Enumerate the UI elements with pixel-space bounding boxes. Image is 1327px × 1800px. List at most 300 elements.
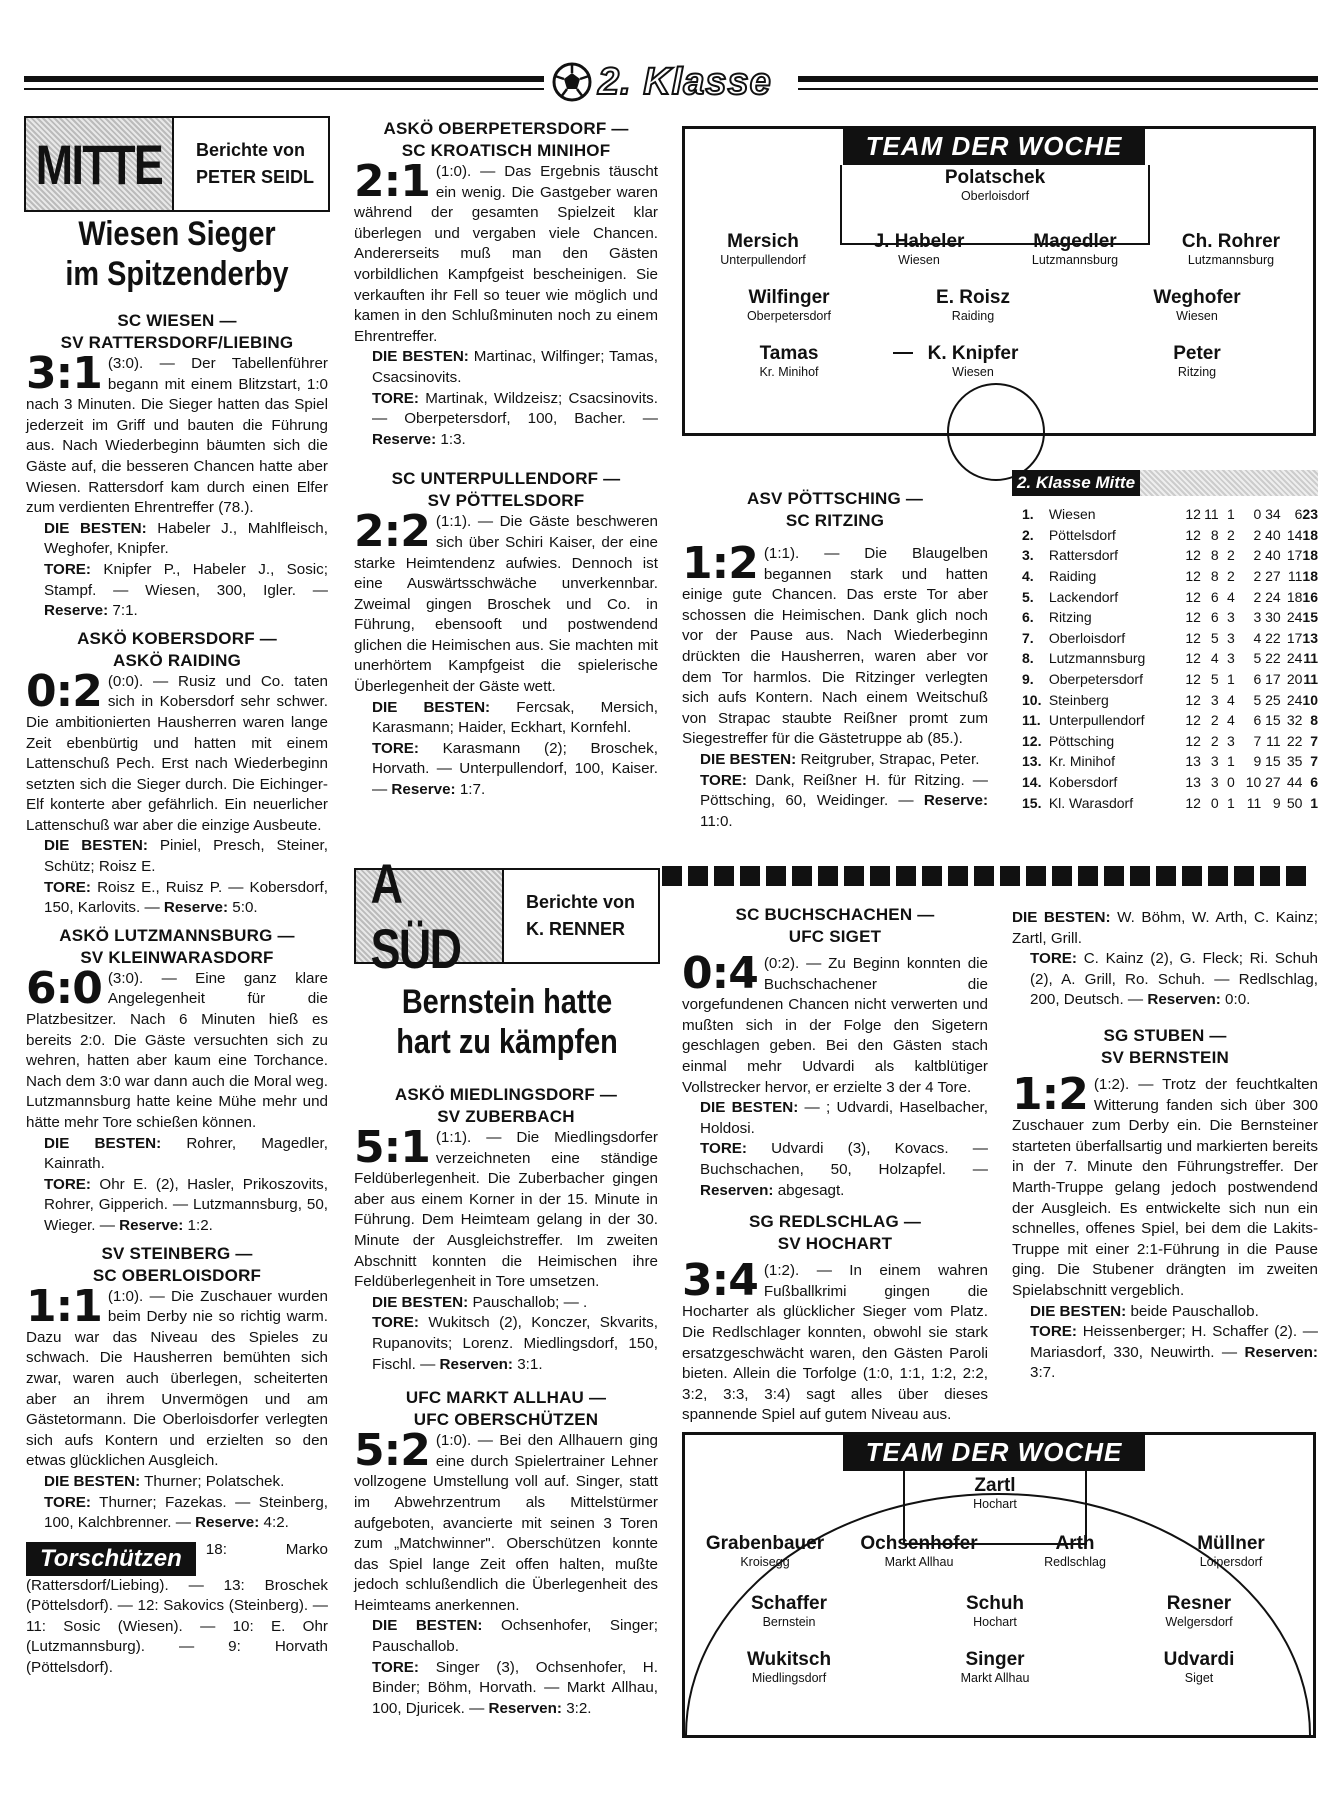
goals-text: Singer (3), Ochsenhofer, H. Binder; Böhm, Horvath. — Markt Allhau, 100, Djuricek. —	[372, 1658, 658, 1717]
team-of-week-sued	[682, 1432, 1316, 1738]
table-cell: 12	[1185, 691, 1201, 708]
table-cell: 4	[1227, 712, 1235, 729]
table-cell: 7	[1310, 732, 1318, 749]
match-report	[354, 1084, 658, 1375]
table-cell: 11	[1204, 506, 1219, 523]
match-score: 1:2	[1012, 1068, 1088, 1120]
divider-square	[662, 866, 682, 886]
divider-square	[1000, 866, 1020, 886]
table-cell: 6	[1210, 609, 1219, 626]
table-cell: 0	[1253, 506, 1262, 523]
divider-square	[1260, 866, 1280, 886]
goals-text: Wukitsch (2), Konczer, Skvarits, Rupanovits; Lorenz. Miedlingsdorf, 150, Fischl. —	[372, 1314, 658, 1373]
team-name-cell: Wiesen	[1048, 506, 1096, 523]
table-cell: 22	[1286, 732, 1303, 749]
match-score: 1:2	[682, 538, 758, 589]
table-cell: 16	[1302, 588, 1318, 605]
table-cell: 1	[1227, 671, 1235, 688]
table-cell: 7	[1253, 732, 1262, 749]
reserve-label: Reserve:	[163, 899, 229, 917]
table-cell: 35	[1286, 753, 1303, 770]
match-away: SC RITZING	[785, 511, 885, 530]
table-cell: 3	[1253, 609, 1262, 626]
match-away: ASKÖ RAIDING	[112, 650, 242, 670]
best-label: DIE BESTEN:	[700, 750, 797, 768]
table-row	[1022, 545, 1318, 566]
table-cell: 4.	[1022, 568, 1034, 585]
best-label: DIE BESTEN:	[44, 1134, 162, 1152]
table-cell: 8	[1210, 547, 1219, 564]
section-divider	[662, 866, 1318, 886]
reserve-score: 5:0.	[232, 899, 258, 917]
reserve-label: Reserven:	[439, 1355, 513, 1373]
table-row	[1022, 792, 1318, 813]
reserve-score: 7:1.	[112, 602, 138, 620]
goals-label: TORE:	[372, 1314, 419, 1332]
match-home: ASKÖ LUTZMANNSBURG —	[59, 925, 295, 945]
match-home: ASKÖ MIEDLINGSDORF —	[394, 1085, 618, 1104]
table-cell: 8	[1310, 712, 1318, 729]
team-name-cell: Lutzmannsburg	[1048, 650, 1146, 667]
table-cell: 18	[1302, 568, 1318, 585]
table-row	[1022, 586, 1318, 607]
table-cell: 13	[1302, 629, 1318, 646]
team-name-cell: Kobersdorf	[1048, 774, 1118, 791]
divider-square	[896, 866, 916, 886]
table-cell: 0	[1210, 794, 1219, 811]
table-cell: 50	[1286, 794, 1303, 811]
table-cell: 6	[1253, 671, 1262, 688]
match-report	[26, 310, 328, 622]
table-cell: 1	[1227, 753, 1235, 770]
goals-text: C. Kainz (2), G. Fleck; Ri. Schuh (2), A. Grill, Ro. Schuh. — Redlschlag, 200, Deutsch. —	[1030, 950, 1318, 1009]
table-cell: 24	[1265, 588, 1281, 605]
table-cell: 9	[1272, 794, 1281, 811]
goals-text: Thurner; Fazekas. — Steinberg, 100, Kalchbrenner. —	[44, 1493, 328, 1532]
table-cell: 10	[1302, 691, 1318, 708]
divider-square	[1208, 866, 1228, 886]
sued-tag: A SÜD	[370, 852, 461, 980]
divider-square	[1104, 866, 1124, 886]
masthead-rule-left	[24, 76, 544, 82]
reserve-score: 0:0.	[1225, 991, 1251, 1009]
sued-byline-author: K. RENNER	[526, 919, 626, 939]
match-report	[26, 1243, 328, 1534]
reserve-score: 3:2.	[566, 1699, 592, 1717]
team-name-cell: Unterpullendorf	[1048, 712, 1145, 729]
match-away: SV BERNSTEIN	[1100, 1047, 1230, 1067]
divider-square	[714, 866, 734, 886]
table-cell: 12	[1185, 712, 1201, 729]
match-text: (1:2). — Trotz der feuchtkalten Witterung fanden sich über 300 Zuschauer zum Derby ein. Die Bernsteiner starteten überfallsartig und markierten bereits in der 7. Minute den Führungstreffer. Der Marth-Truppe gelang jedoch postwendend der Ausgleich. Es entwickelte sich nun ein schnelles, offenes Spiel, bei dem die Lakits-Truppe mit einer 2:1-Führung in die Pause ging. Die Stubener drängten im zweiten Spielabschnitt vergeblich.	[1012, 1075, 1318, 1299]
sued-section-header	[354, 852, 660, 980]
mitte-headline-line2: im Spitzenderby	[65, 255, 289, 293]
team-name-cell: Lackendorf	[1048, 588, 1119, 605]
divider-square	[1182, 866, 1202, 886]
table-cell: 12	[1185, 588, 1201, 605]
league-table	[1022, 504, 1318, 813]
goals-label: TORE:	[372, 739, 419, 757]
goals-label: TORE:	[44, 878, 91, 896]
divider-square	[1286, 866, 1306, 886]
top-scorers-title: Torschützen	[26, 1542, 196, 1576]
table-cell: 2.	[1022, 526, 1034, 543]
player: Arth Redlschlag	[1044, 1533, 1106, 1569]
table-cell: 30	[1265, 609, 1281, 626]
best-players: Martinac, Wilfinger; Tamas, Csacsinovits.	[372, 348, 658, 386]
table-cell: 17	[1286, 629, 1303, 646]
table-cell: 15	[1302, 609, 1318, 626]
penalty-arc	[947, 383, 1045, 481]
sued-headline	[358, 982, 656, 1062]
match-text: (1:0). — Bei den Allhauern ging eine durch Spielertrainer Lehner vollzogene Umstellung voll auf. Singer, statt im Abwehrzentrum als Mittelstürmer aufgeboten, avancierte mit seinen 3 Toren zum „Matchwinner". Oberschützen konnte das Spiel lange Zeit offen halten, mußte jedoch schlußendlich die Überlegenheit des Heimteams anerkennen.	[354, 1432, 658, 1614]
table-cell: 0	[1227, 774, 1235, 791]
player: Magedler Lutzmannsburg	[1031, 231, 1119, 267]
match-home: UFC MARKT ALLHAU —	[405, 1388, 607, 1408]
team-of-week-title: TEAM DER WOCHE	[843, 1433, 1145, 1471]
table-cell: 13.	[1022, 753, 1042, 770]
table-cell: 2	[1253, 568, 1262, 585]
table-row	[1022, 751, 1318, 772]
match-away: UFC OBERSCHÜTZEN	[413, 1410, 599, 1430]
divider-square	[1234, 866, 1254, 886]
team-name-cell: Rattersdorf	[1048, 547, 1119, 564]
match-away: SC KROATISCH MINIHOF	[401, 141, 611, 160]
player: Weghofer Wiesen	[1153, 287, 1241, 323]
match-away: SV PÖTTELSDORF	[427, 491, 585, 511]
match-report	[1012, 1025, 1318, 1384]
match-home: ASKÖ KOBERSDORF —	[77, 628, 277, 648]
goals-label: TORE:	[372, 389, 419, 407]
table-cell: 34	[1265, 506, 1281, 523]
mitte-headline-line1: Wiesen Sieger	[78, 215, 276, 253]
table-cell: 11	[1303, 650, 1318, 667]
table-cell: 11	[1303, 671, 1318, 688]
table-cell: 40	[1265, 526, 1281, 543]
masthead-rule-right-thin	[798, 88, 1318, 90]
football-icon	[552, 62, 592, 102]
table-cell: 3	[1210, 774, 1219, 791]
table-cell: 11	[1266, 732, 1281, 749]
match-home: SG STUBEN —	[1103, 1025, 1227, 1045]
sued-headline-line1: Bernstein hatte	[401, 983, 613, 1021]
table-cell: 6	[1310, 774, 1318, 791]
table-cell: 40	[1265, 547, 1281, 564]
table-cell: 2	[1227, 568, 1235, 585]
table-cell: 2	[1210, 732, 1219, 749]
player: Wilfinger Oberpetersdorf	[746, 287, 832, 323]
table-cell: 7	[1310, 753, 1318, 770]
team-name-cell: Kl. Warasdorf	[1048, 794, 1134, 811]
table-cell: 1	[1227, 794, 1235, 811]
match-text: (1:1). — Die Miedlingsdorfer verzeichneten eine ständige Feldüberlegenheit. Die Zuberbacher gingen aber aus einem Korner in der 15. Minute in Führung. Dem Heimteam gelang in der 30. Minute der Ausgleichstreffer. Im zweiten Abschnitt konnten die Heimischen ihre Feldüberlegenheit in Tore umsetzen.	[354, 1129, 658, 1291]
table-cell: 14	[1286, 526, 1303, 543]
team-of-week-title: TEAM DER WOCHE	[843, 127, 1145, 165]
reserve-score: 1:3.	[440, 430, 466, 448]
best-label: DIE BESTEN:	[700, 1099, 799, 1117]
goals-text: Udvardi (3), Kovacs. — Buchschachen, 50, Holzapfel. —	[700, 1140, 988, 1178]
table-cell: 12	[1185, 629, 1201, 646]
best-label: DIE BESTEN:	[372, 1293, 469, 1311]
best-label: DIE BESTEN:	[372, 1617, 483, 1635]
best-label: DIE BESTEN:	[1012, 909, 1111, 926]
divider-square	[948, 866, 968, 886]
table-cell: 24	[1286, 650, 1303, 667]
divider-square	[740, 866, 760, 886]
player: Müllner Loipersdorf	[1197, 1533, 1265, 1569]
team-name-cell: Ritzing	[1048, 609, 1092, 626]
best-label: DIE BESTEN:	[372, 698, 491, 716]
best-players: Reitgruber, Strapac, Peter.	[800, 750, 980, 768]
reserve-label: Reserve:	[119, 1216, 184, 1234]
table-row	[1022, 607, 1318, 628]
table-cell: 11	[1287, 568, 1303, 585]
table-cell: 4	[1210, 650, 1219, 667]
mitte-byline-label: Berichte von	[196, 140, 306, 160]
match-away: SV HOCHART	[777, 1234, 893, 1254]
player: Mersich Unterpullendorf	[720, 231, 806, 267]
table-cell: 12	[1185, 609, 1201, 626]
divider-square	[974, 866, 994, 886]
table-cell: 3	[1210, 691, 1219, 708]
match-score: 0:4	[682, 948, 758, 999]
table-cell: 12	[1185, 650, 1201, 667]
best-label: DIE BESTEN:	[44, 1472, 141, 1490]
match-report	[682, 1211, 988, 1426]
table-cell: 8	[1210, 568, 1219, 585]
best-label: DIE BESTEN:	[44, 837, 148, 855]
best-label: DIE BESTEN:	[44, 519, 147, 537]
match-away: SV RATTERSDORF/LIEBING	[60, 333, 294, 352]
player: Schaffer Bernstein	[750, 1593, 828, 1629]
reserve-label: Reserve:	[391, 781, 456, 799]
sued-byline-label: Berichte von	[526, 892, 636, 912]
divider-square	[870, 866, 890, 886]
reserve-score: abgesagt.	[777, 1181, 845, 1199]
table-cell: 12	[1185, 794, 1201, 811]
divider-square	[844, 866, 864, 886]
table-cell: 3	[1227, 609, 1235, 626]
column-2	[354, 118, 658, 807]
match-away: SV ZUBERBACH	[437, 1107, 575, 1126]
team-name-cell: Pöttelsdorf	[1048, 526, 1116, 543]
goals-label: TORE:	[44, 1493, 91, 1511]
match-away: SV KLEINWARASDORF	[80, 947, 274, 967]
match-score: 1:1	[26, 1280, 102, 1332]
team-name-cell: Oberpetersdorf	[1048, 671, 1143, 688]
match-text: (1:1). — Die Gäste beschweren sich über Schiri Kaiser, der eine starke Heimtendenz aufwies. Dennoch ist eine Auswärtsschwäche unverkennbar. Zweimal gingen Broschek und Co. in Führung, ebensooft und postwendend glichen die Heimischen aus. Sie machten mit unerhörtem Kampfgeist die spielerische Überlegenheit der Gäste wett.	[354, 513, 658, 696]
column-4-lower	[1012, 908, 1318, 1390]
table-cell: 4	[1253, 629, 1262, 646]
column-1	[26, 310, 328, 1679]
match-report	[354, 118, 658, 450]
reserve-score: 1:7.	[459, 781, 486, 799]
best-players: — ; Udvardi, Haselbacher, Holdosi.	[700, 1099, 988, 1137]
table-cell: 8	[1210, 526, 1219, 543]
column-2-lower	[354, 1084, 658, 1725]
divider-square	[688, 866, 708, 886]
sued-headline-line2: hart zu kämpfen	[396, 1023, 618, 1061]
divider-square	[766, 866, 786, 886]
goals-label: TORE:	[700, 771, 747, 789]
mitte-byline-author: PETER SEIDL	[196, 167, 315, 187]
reserve-label: Reserve:	[372, 430, 437, 448]
table-cell: 3.	[1022, 547, 1034, 564]
top-scorers	[26, 1540, 328, 1679]
table-cell: 17	[1286, 547, 1303, 564]
match-score: 0:2	[26, 665, 102, 717]
match-away: UFC SIGET	[788, 927, 882, 946]
table-cell: 27	[1265, 568, 1281, 585]
reserve-score: 1:2.	[187, 1216, 213, 1234]
match-score: 5:1	[354, 1122, 430, 1173]
table-cell: 44	[1286, 774, 1303, 791]
goals-text: Knipfer P., Habeler J., Sosic; Stampf. — Wiesen, 300, Igler. —	[44, 560, 328, 599]
table-cell: 3	[1227, 650, 1235, 667]
table-cell: 15	[1265, 712, 1281, 729]
table-cell: 12	[1185, 732, 1201, 749]
table-cell: 5	[1210, 629, 1219, 646]
reserve-score: 3:1.	[517, 1355, 543, 1373]
reserve-label: Reserven:	[1147, 991, 1221, 1009]
best-players: Pauschallob; — .	[472, 1293, 588, 1311]
match-text: (1:0). — Die Zuschauer wurden beim Derby nie so richtig warm. Dazu war das Niveau des Spieles zu schwach. Die Hausherren bemühten sich zwar, waren auch überlegen, scheiterten aber an ihrem Unvermögen und am Gästetormann. Die Oberloisdorfer verlegten sich aufs Kontern und erzielten so den etwas glücklichen Ausgleich.	[26, 1287, 328, 1470]
goals-label: TORE:	[44, 560, 91, 578]
table-cell: 1.	[1022, 506, 1034, 523]
match-report	[354, 1387, 658, 1719]
masthead-rule-right	[798, 76, 1318, 82]
table-row	[1022, 710, 1318, 731]
table-cell: 15.	[1022, 794, 1042, 811]
table-cell: 15	[1265, 753, 1281, 770]
table-cell: 6.	[1022, 609, 1034, 626]
match-text: (0:2). — Zu Beginn konnten die Buchschachener die vorgefundenen Chancen nicht verwerten und mußten sich in der Folge den Sigetern geschlagen geben. Bei den Gästen stach einmal mehr Udvardi als kaltblütiger Vollstrecker hervor, er erzielte 3 der 4 Tore.	[682, 955, 988, 1096]
column-3-lower	[682, 904, 988, 1432]
match-text: (3:0). — Eine ganz klare Angelegenheit für die Platzbesitzer. Nach 6 Minuten hieß es bereits 2:0. Die Gäste versuchten sich zu wehren, hatten aber kaum eine Torchance. Nach dem 3:0 war dann auch die Moral weg. Lutzmannsburg hatte keine Mühe mehr und hätte mehr Tore schießen können.	[26, 969, 328, 1131]
divider-square	[1052, 866, 1072, 886]
table-row	[1022, 772, 1318, 793]
reserve-label: Reserven:	[1244, 1343, 1318, 1361]
table-cell: 20	[1286, 671, 1303, 688]
match-text: (0:0). — Rusiz und Co. taten sich in Kobersdorf sehr schwer. Die ambitionierten Hausherren waren lange Zeit ebenbürtig und hatten mit einem Lattenschuß Pech. Erst nach Wiederbeginn setzten sich die Sieger durch. Die Eichinger-Elf konterte aber gefährlich. Ein neuerlicher Lattenschuß war aber die einzige Ausbeute.	[26, 672, 328, 834]
table-cell: 12	[1185, 671, 1201, 688]
best-players: Piniel, Presch, Steiner, Schütz; Roisz E.	[44, 837, 328, 876]
league-table-band	[1140, 470, 1318, 496]
player: Zartl Hochart	[973, 1475, 1017, 1511]
match-text: (1:2). — In einem wahren Fußballkrimi gingen die Hocharter als glücklicher Sieger vom Platz. Die Redlschlager konnten, obwohl sie stark ersatzgeschwächt waren, den Gästen Paroli bieten. Allein die Torfolge (1:0, 1:1, 1:2, 2:2, 3:2, 3:3, 3:4) sagt alles über dieses spannende Spiel auf gutem Niveau aus.	[682, 1262, 988, 1424]
player: Ochsenhofer Markt Allhau	[860, 1533, 978, 1569]
divider-square	[1156, 866, 1176, 886]
table-row	[1022, 628, 1318, 649]
mitte-tag: MITTE	[35, 132, 163, 196]
table-cell: 14.	[1022, 774, 1042, 791]
reserve-label: Reserven:	[488, 1699, 562, 1717]
goals-text: Dank, Reißner H. für Ritzing. — Pöttsching, 60, Weidinger. —	[700, 771, 988, 810]
table-cell: 10	[1245, 774, 1262, 791]
goals-label: TORE:	[1030, 1323, 1077, 1341]
table-cell: 2	[1227, 526, 1235, 543]
table-cell: 12.	[1022, 732, 1042, 749]
goals-label: TORE:	[1030, 950, 1077, 968]
best-players: Habeler J., Mahlfleisch, Weghofer, Knipfer.	[44, 519, 328, 558]
table-cell: 9.	[1022, 671, 1034, 688]
table-cell: 2	[1253, 547, 1262, 564]
best-players: W. Böhm, W. Arth, C. Kainz; Zartl, Grill.	[1012, 909, 1318, 947]
team-name-cell: Steinberg	[1048, 691, 1109, 708]
table-cell: 7.	[1022, 629, 1034, 646]
table-cell: 18	[1302, 526, 1318, 543]
team-name-cell: Pöttsching	[1048, 732, 1115, 749]
column-3	[682, 488, 988, 838]
table-cell: 18	[1302, 547, 1318, 564]
masthead-rule-left-thin	[24, 88, 544, 90]
match-report	[682, 904, 988, 1201]
goals-label: TORE:	[372, 1658, 419, 1676]
best-players: Fercsak, Mersich, Karasmann; Haider, Eckhart, Kornfehl.	[372, 698, 658, 737]
divider-square	[1130, 866, 1150, 886]
match-away: SC OBERLOISDORF	[92, 1265, 262, 1285]
match-score: 6:0	[26, 962, 102, 1014]
player: Udvardi Siget	[1163, 1649, 1235, 1685]
table-cell: 2	[1253, 526, 1262, 543]
reserve-label: Reserve:	[923, 792, 988, 810]
table-cell: 1	[1310, 794, 1318, 811]
reserve-label: Reserven:	[700, 1181, 774, 1199]
table-row	[1022, 648, 1318, 669]
reserve-label: Reserve:	[195, 1514, 260, 1532]
table-cell: 24	[1286, 609, 1303, 626]
table-cell: 12	[1185, 547, 1201, 564]
table-cell: 5	[1253, 691, 1262, 708]
match-report	[682, 488, 988, 832]
best-label: DIE BESTEN:	[1030, 1302, 1127, 1320]
table-cell: 6	[1253, 712, 1262, 729]
player: Tamas Kr. Minihof	[759, 343, 819, 379]
match-score: 3:4	[682, 1255, 758, 1307]
player: Polatschek Oberloisdorf	[944, 167, 1046, 203]
reserve-score: 11:0.	[700, 812, 733, 830]
reserve-score: 3:7.	[1030, 1364, 1056, 1382]
table-cell: 18	[1286, 588, 1303, 605]
match-home: ASKÖ OBERPETERSDORF —	[383, 119, 629, 138]
reserve-label: Reserve:	[44, 602, 109, 620]
goals-label: TORE:	[44, 1175, 91, 1193]
match-home: SG REDLSCHLAG —	[748, 1212, 922, 1232]
player: Resner Welgersdorf	[1165, 1593, 1233, 1629]
team-name-cell: Kr. Minihof	[1048, 753, 1115, 770]
table-cell: 22	[1265, 629, 1281, 646]
best-players: Rohrer, Magedler, Kainrath.	[44, 1134, 328, 1173]
best-players: Ochsenhofer, Singer; Pauschallob.	[372, 1617, 658, 1656]
team-name-cell: Raiding	[1048, 568, 1097, 585]
top-scorers-text: 18: Marko (Rattersdorf/Liebing). — 13: Broschek (Pöttelsdorf). — 12: Sakovics (Steinberg). — 11: Sosic (Wiesen). — 10: E. Ohr (Lutzmannsburg). — 9: Horvath (Pöttelsdorf).	[26, 1540, 328, 1677]
match-home: SC BUCHSCHACHEN —	[735, 905, 935, 924]
goals-text: Ohr E. (2), Hasler, Prikoszovits, Rohrer, Gipperich. — Lutzmannsburg, 50, Wieger. —	[44, 1175, 328, 1234]
match-score: 3:1	[26, 348, 102, 399]
table-row	[1022, 504, 1318, 525]
table-cell: 10.	[1022, 691, 1042, 708]
goals-text: Martinak, Wildzeisz; Csacsinovits. — Oberpetersdorf, 100, Bacher. —	[372, 389, 658, 428]
table-cell: 6	[1210, 588, 1219, 605]
table-row	[1022, 566, 1318, 587]
mitte-section-header	[24, 116, 330, 212]
match-report	[354, 468, 658, 800]
table-cell: 13	[1185, 774, 1201, 791]
match-text: (1:0). — Das Ergebnis täuscht ein wenig. Die Gastgeber waren während der gesamten Spielzeit klar überlegen und vergaben viele Chancen. Andererseits muß man den Gästen vorbildlichen Kampfgeist bescheinigen. Sie verkauften ihr Fell so teuer wie möglich und kamen in den Schlußminuten noch zu einem Ehrentreffer.	[354, 163, 658, 345]
player: Grabenbauer Kroisegg	[705, 1533, 825, 1569]
table-cell: 5	[1253, 650, 1262, 667]
mitte-headline	[27, 214, 328, 294]
